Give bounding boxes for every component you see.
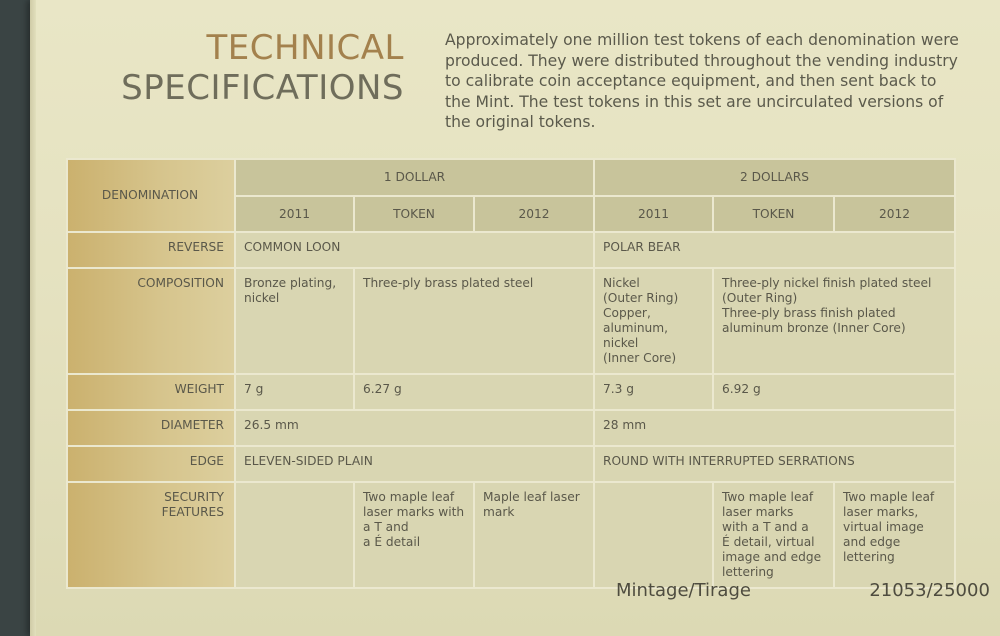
- composition-one-token-2012: Three-ply brass plated steel: [354, 268, 594, 374]
- page-title: [112, 28, 412, 108]
- composition-two-2011: [594, 268, 713, 374]
- label-security-line: FEATURES: [161, 505, 224, 519]
- reverse-two-dollars: POLAR BEAR: [594, 232, 955, 268]
- label-reverse: REVERSE: [67, 232, 235, 268]
- composition-one-2011: Bronze plating, nickel: [235, 268, 354, 374]
- composition-two-2011-line: Copper,: [603, 306, 651, 320]
- label-security-line: SECURITY: [164, 490, 224, 504]
- mintage-line: [616, 580, 990, 601]
- mintage-value: 21053/25000: [869, 580, 990, 601]
- row-weight: [67, 374, 955, 410]
- row-security: [67, 482, 955, 588]
- security-two-token-line: lettering: [722, 565, 774, 579]
- col-one-2011: 2011: [235, 196, 354, 232]
- group-header-row: [67, 159, 955, 196]
- security-one-2012: [474, 482, 594, 588]
- label-edge: EDGE: [67, 446, 235, 482]
- security-two-token: [713, 482, 834, 588]
- security-one-token: [354, 482, 474, 588]
- composition-two-token-line: Three-ply brass finish plated: [722, 306, 896, 320]
- row-diameter: [67, 410, 955, 446]
- label-diameter: DIAMETER: [67, 410, 235, 446]
- label-weight: WEIGHT: [67, 374, 235, 410]
- title-line-specifications: SPECIFICATIONS: [121, 68, 404, 108]
- spec-card: [30, 0, 1000, 636]
- col-two-token: TOKEN: [713, 196, 834, 232]
- security-one-token-line: a T and: [363, 520, 409, 534]
- weight-two-token-2012: 6.92 g: [713, 374, 955, 410]
- weight-two-2011: 7.3 g: [594, 374, 713, 410]
- security-one-token-line: laser marks with: [363, 505, 465, 519]
- security-two-token-line: Two maple leaf: [722, 490, 814, 504]
- label-composition: COMPOSITION: [67, 268, 235, 374]
- diameter-one-dollar: 26.5 mm: [235, 410, 594, 446]
- col-two-2011: 2011: [594, 196, 713, 232]
- composition-two-2011-line: Nickel: [603, 276, 640, 290]
- composition-two-token-line: aluminum bronze (Inner Core): [722, 321, 906, 335]
- edge-one-dollar: ELEVEN-SIDED PLAIN: [235, 446, 594, 482]
- diameter-two-dollars: 28 mm: [594, 410, 955, 446]
- security-two-2012: [834, 482, 955, 588]
- composition-two-token-2012: [713, 268, 955, 374]
- security-two-token-line: laser marks: [722, 505, 794, 519]
- edge-two-dollars: ROUND WITH INTERRUPTED SERRATIONS: [594, 446, 955, 482]
- security-one-2011: [235, 482, 354, 588]
- row-composition: [67, 268, 955, 374]
- security-two-token-line: image and edge: [722, 550, 822, 564]
- composition-two-2011-line: (Outer Ring): [603, 291, 679, 305]
- security-two-2012-line: lettering: [843, 550, 895, 564]
- composition-two-token-line: Three-ply nickel finish plated steel: [722, 276, 932, 290]
- intro-paragraph: Approximately one million test tokens of each denomination were produced. They were distributed throughout the vending industry to calibrate coin acceptance equipment, and then sent back to the Mint. The test tokens in this set are uncirculated versions of the original tokens.: [445, 31, 959, 131]
- security-two-2011: [594, 482, 713, 588]
- weight-one-2011: 7 g: [235, 374, 354, 410]
- security-two-2012-line: laser marks,: [843, 505, 919, 519]
- mintage-label: Mintage/Tirage: [616, 580, 751, 601]
- group-two-dollars: 2 DOLLARS: [594, 159, 955, 196]
- security-one-2012-line: Maple leaf laser: [483, 490, 580, 504]
- weight-one-token-2012: 6.27 g: [354, 374, 594, 410]
- label-security: [67, 482, 235, 588]
- security-two-token-line: É detail, virtual: [722, 535, 815, 549]
- row-reverse: [67, 232, 955, 268]
- security-one-2012-line: mark: [483, 505, 515, 519]
- col-one-token: TOKEN: [354, 196, 474, 232]
- composition-two-2011-line: aluminum, nickel: [603, 321, 669, 350]
- reverse-one-dollar: COMMON LOON: [235, 232, 594, 268]
- security-two-2012-line: virtual image: [843, 520, 924, 534]
- security-one-token-line: a É detail: [363, 535, 421, 549]
- denomination-label: DENOMINATION: [67, 159, 235, 232]
- security-two-token-line: with a T and a: [722, 520, 809, 534]
- spec-table: [66, 158, 956, 589]
- security-two-2012-line: and edge: [843, 535, 901, 549]
- group-one-dollar: 1 DOLLAR: [235, 159, 594, 196]
- composition-two-token-line: (Outer Ring): [722, 291, 798, 305]
- col-two-2012: 2012: [834, 196, 955, 232]
- title-line-technical: TECHNICAL: [206, 28, 404, 68]
- security-one-token-line: Two maple leaf: [363, 490, 455, 504]
- security-two-2012-line: Two maple leaf: [843, 490, 935, 504]
- composition-two-2011-line: (Inner Core): [603, 351, 677, 365]
- col-one-2012: 2012: [474, 196, 594, 232]
- row-edge: [67, 446, 955, 482]
